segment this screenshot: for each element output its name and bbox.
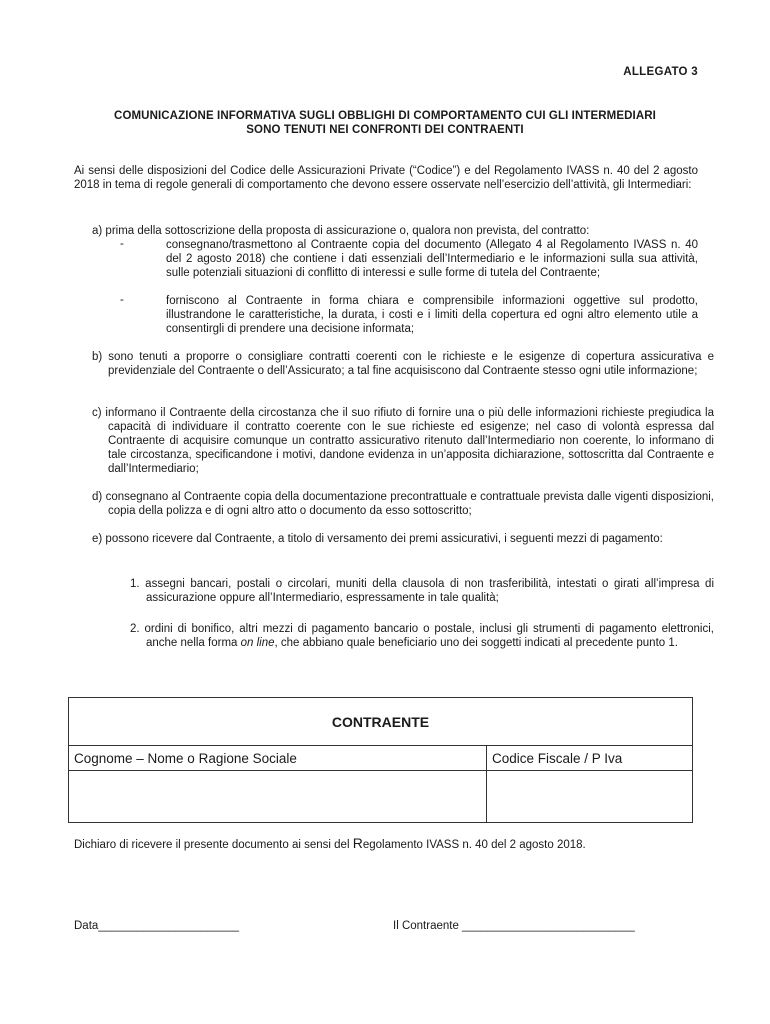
contraente-table: [68, 697, 693, 823]
section-a-item-1: consegnano/trasmettono al Contraente copia del documento (Allegato 4 al Regolamento IVASS n. 40 del 2 agosto 2018) che contiene i dati essenziali dell’Intermediario e le informazioni sulla sua attività, sulle potenziali situazioni di conflitto di interessi e sulle forme di tutela del Contraente;: [166, 239, 698, 279]
payment-method-1: 1. assegni bancari, postali o circolari, muniti della clausola di non trasferibilità, intestati o girati all’impresa di assicurazione oppure all’Intermediario, espressamente in tale qualità;: [130, 578, 714, 604]
intro-paragraph: Ai sensi delle disposizioni del Codice delle Assicurazioni Private (“Codice”) e del Regolamento IVASS n. 40 del 2 agosto 2018 in tema di regole generali di comportamento che devono essere osservate nell’esercizio dell’attività, gli Intermediari:: [74, 165, 698, 191]
section-a-lead: a) prima della sottoscrizione della proposta di assicurazione o, qualora non prevista, del contratto:: [92, 225, 590, 237]
section-a-item-2: forniscono al Contraente in forma chiara e comprensibile informazioni oggettive sul prodotto, illustrandone le caratteristiche, la durata, i costi e i limiti della copertura ed ogni altro elemento utile a consentirgli di prendere una decisione informata;: [166, 295, 698, 335]
document-title: [70, 109, 700, 137]
allegato-label: ALLEGATO 3: [623, 66, 698, 78]
section-c: c) informano il Contraente della circostanza che il suo rifiuto di fornire una o più delle informazioni richieste pregiudica la capacità di individuare il contratto coerente con le sue richieste ed esigenze; nel caso di volontà espressa dal Contraente di acquisire comunque un contratto assicurativo ritenuto dall’Intermediario non coerente, lo informano di tale circostanza, specificandone i motivi, dandone evidenza in un’apposita dichiarazione, sottoscritta dal Contraente e dall’Intermediario;: [92, 407, 714, 475]
codice-fiscale-field[interactable]: [487, 771, 693, 823]
section-d: d) consegnano al Contraente copia della documentazione precontrattuale e contrattuale prevista dalle vigenti disposizioni, copia della polizza e di ogni altro atto o documento da esso sottoscritto;: [92, 491, 714, 517]
section-b: b) sono tenuti a proporre o consigliare contratti coerenti con le richieste e le esigenze di copertura assicurativa e previdenziale del Contraente o dell’Assicurato; a tal fine acquisiscono dal Contraente stesso ogni utile informazione;: [92, 351, 714, 377]
codice-fiscale-label: Codice Fiscale / P Iva: [487, 746, 693, 771]
title-line-1: COMUNICAZIONE INFORMATIVA SUGLI OBBLIGHI DI COMPORTAMENTO CUI GLI INTERMEDIARI: [114, 110, 656, 122]
payment-method-2: 2. ordini di bonifico, altri mezzi di pagamento bancario o postale, inclusi gli strumenti di pagamento elettronici, anche nella forma on line, che abbiano quale beneficiario uno dei soggetti indicati al precedente punto 1.: [130, 623, 714, 649]
nome-ragione-sociale-field[interactable]: [69, 771, 487, 823]
dash-bullet: -: [120, 238, 124, 250]
dash-bullet: -: [120, 294, 124, 306]
nome-ragione-sociale-label: Cognome – Nome o Ragione Sociale: [69, 746, 487, 771]
section-e: e) possono ricevere dal Contraente, a titolo di versamento dei premi assicurativi, i seguenti mezzi di pagamento:: [92, 533, 663, 545]
title-line-2: SONO TENUTI NEI CONFRONTI DEI CONTRAENTI: [246, 124, 524, 136]
online-italic: on line: [240, 637, 275, 649]
declaration-text: Dichiaro di ricevere il presente documento ai sensi del Regolamento IVASS n. 40 del 2 agosto 2018.: [74, 835, 586, 851]
contraente-signature-line[interactable]: Il Contraente ___________________________: [393, 920, 635, 932]
date-signature-line[interactable]: Data______________________: [74, 920, 239, 932]
contraente-heading: CONTRAENTE: [69, 698, 693, 746]
